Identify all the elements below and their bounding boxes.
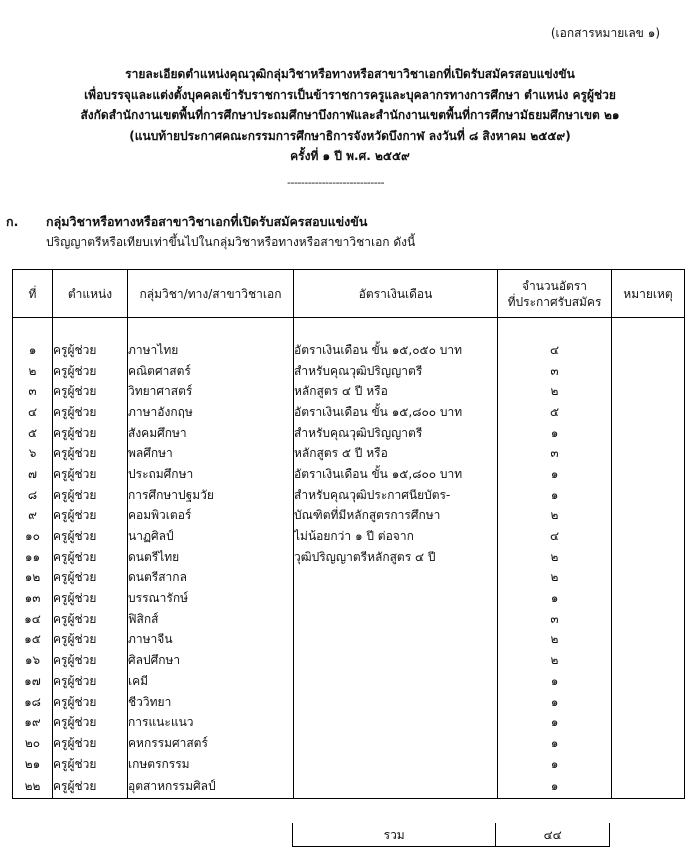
row-salary	[294, 754, 498, 775]
row-subject: ภาษาไทย	[128, 340, 294, 361]
row-subject: คหกรรมศาสตร์	[128, 733, 294, 754]
row-position: ครูผู้ช่วย	[53, 547, 128, 568]
row-subject: พลศึกษา	[128, 443, 294, 464]
table-row	[13, 526, 685, 547]
table-row	[13, 423, 685, 444]
table-row	[13, 712, 685, 733]
row-salary: อัตราเงินเดือน ขั้น ๑๕,๘๐๐ บาท	[294, 402, 498, 423]
row-number: ๘	[13, 485, 53, 506]
row-remark	[612, 443, 685, 464]
row-number: ๒๑	[13, 754, 53, 775]
row-subject: สังคมศึกษา	[128, 423, 294, 444]
row-salary: หลักสูตร ๕ ปี หรือ	[294, 443, 498, 464]
table-row	[13, 340, 685, 361]
table-row	[13, 464, 685, 485]
row-remark	[612, 485, 685, 506]
row-salary	[294, 588, 498, 609]
section-title: กลุ่มวิชาหรือทางหรือสาขาวิชาเอกที่เปิดรับสมัครสอบแข่งขัน	[46, 214, 368, 229]
row-position: ครูผู้ช่วย	[53, 423, 128, 444]
row-remark	[612, 630, 685, 651]
row-salary	[294, 774, 498, 799]
row-count: ๑	[498, 774, 612, 799]
row-position: ครูผู้ช่วย	[53, 733, 128, 754]
row-salary	[294, 650, 498, 671]
row-count: ๒	[498, 506, 612, 527]
row-position: ครูผู้ช่วย	[53, 443, 128, 464]
row-subject: เคมี	[128, 671, 294, 692]
row-count: ๑	[498, 712, 612, 733]
row-salary: สำหรับคุณวุฒิประกาศนียบัตร-	[294, 485, 498, 506]
header-salary: อัตราเงินเดือน	[294, 270, 498, 318]
table-header	[13, 270, 685, 318]
row-position: ครูผู้ช่วย	[53, 402, 128, 423]
row-remark	[612, 464, 685, 485]
row-count: ๔	[498, 340, 612, 361]
row-subject: ดนตรีสากล	[128, 568, 294, 589]
heading-line-1: รายละเอียดตำแหน่งคุณวุฒิกลุ่มวิชาหรือทางหรือสาขาวิชาเอกที่เปิดรับสมัครสอบแข่งขัน	[125, 67, 575, 81]
document-reference: (เอกสารหมายเลข ๑)	[550, 26, 660, 40]
row-subject: ศิลปศึกษา	[128, 650, 294, 671]
table-row	[13, 609, 685, 630]
row-salary: หลักสูตร ๔ ปี หรือ	[294, 381, 498, 402]
row-count: ๑	[498, 733, 612, 754]
row-position: ครูผู้ช่วย	[53, 609, 128, 630]
row-count: ๑	[498, 423, 612, 444]
row-number: ๔	[13, 402, 53, 423]
row-salary: วุฒิปริญญาตรีหลักสูตร ๔ ปี	[294, 547, 498, 568]
table-row	[13, 774, 685, 799]
row-number: ๒	[13, 361, 53, 382]
row-remark	[612, 754, 685, 775]
header-count-line-1: จำนวนอัตรา	[521, 278, 588, 293]
row-subject: คณิตศาสตร์	[128, 361, 294, 382]
row-count: ๓	[498, 609, 612, 630]
spacer-row	[13, 318, 685, 341]
row-number: ๓	[13, 381, 53, 402]
row-salary: บัณฑิตที่มีหลักสูตรการศึกษา	[294, 506, 498, 527]
row-number: ๖	[13, 443, 53, 464]
row-number: ๑๒	[13, 568, 53, 589]
row-position: ครูผู้ช่วย	[53, 630, 128, 651]
row-subject: บรรณารักษ์	[128, 588, 294, 609]
row-number: ๑๐	[13, 526, 53, 547]
row-count: ๒	[498, 650, 612, 671]
row-number: ๑๘	[13, 692, 53, 713]
row-salary	[294, 733, 498, 754]
row-number: ๕	[13, 423, 53, 444]
row-remark	[612, 692, 685, 713]
heading-divider: ----------------------------	[287, 176, 385, 189]
row-salary: สำหรับคุณวุฒิปริญญาตรี	[294, 361, 498, 382]
row-position: ครูผู้ช่วย	[53, 361, 128, 382]
row-position: ครูผู้ช่วย	[53, 568, 128, 589]
row-position: ครูผู้ช่วย	[53, 506, 128, 527]
row-count: ๕	[498, 402, 612, 423]
table-row	[13, 650, 685, 671]
row-position: ครูผู้ช่วย	[53, 774, 128, 799]
row-position: ครูผู้ช่วย	[53, 588, 128, 609]
row-salary	[294, 692, 498, 713]
row-number: ๗	[13, 464, 53, 485]
row-remark	[612, 361, 685, 382]
row-number: ๑๔	[13, 609, 53, 630]
header-remark: หมายเหตุ	[612, 270, 685, 318]
table-row	[13, 754, 685, 775]
header-count-line-2: ที่ประกาศรับสมัคร	[507, 294, 602, 309]
table-row	[13, 443, 685, 464]
row-number: ๑๖	[13, 650, 53, 671]
row-remark	[612, 381, 685, 402]
row-count: ๑	[498, 464, 612, 485]
row-remark	[612, 526, 685, 547]
row-remark	[612, 609, 685, 630]
total-row	[292, 823, 610, 847]
table-row	[13, 506, 685, 527]
row-count: ๑	[498, 754, 612, 775]
row-salary: อัตราเงินเดือน ขั้น ๑๕,๘๐๐ บาท	[294, 464, 498, 485]
row-number: ๑๕	[13, 630, 53, 651]
row-remark	[612, 774, 685, 799]
table-row	[13, 547, 685, 568]
row-position: ครูผู้ช่วย	[53, 340, 128, 361]
row-count: ๔	[498, 526, 612, 547]
row-salary	[294, 671, 498, 692]
row-remark	[612, 568, 685, 589]
header-count	[498, 270, 612, 318]
table-row	[13, 630, 685, 651]
row-position: ครูผู้ช่วย	[53, 381, 128, 402]
row-number: ๑๑	[13, 547, 53, 568]
row-remark	[612, 423, 685, 444]
row-salary	[294, 630, 498, 651]
row-number: ๒๒	[13, 774, 53, 799]
row-remark	[612, 402, 685, 423]
section-description: ปริญญาตรีหรือเทียบเท่าขึ้นไปในกลุ่มวิชาหรือทางหรือสาขาวิชาเอก ดังนี้	[46, 235, 416, 249]
header-position: ตำแหน่ง	[53, 270, 128, 318]
positions-table	[12, 269, 685, 799]
document-heading	[30, 64, 670, 167]
row-salary	[294, 568, 498, 589]
row-salary	[294, 609, 498, 630]
row-remark	[612, 650, 685, 671]
row-remark	[612, 547, 685, 568]
total-label: รวม	[292, 823, 495, 847]
table-body	[13, 318, 685, 799]
row-count: ๒	[498, 547, 612, 568]
row-position: ครูผู้ช่วย	[53, 650, 128, 671]
heading-line-2: เพื่อบรรจุและแต่งตั้งบุคคลเข้ารับราชการเป็นข้าราชการครูและบุคลากรทางการศึกษา ตำแหน่ง ครูผู้ช่วย	[84, 87, 616, 102]
row-remark	[612, 506, 685, 527]
row-count: ๓	[498, 443, 612, 464]
row-subject: ภาษาจีน	[128, 630, 294, 651]
heading-line-4: (แนบท้ายประกาศคณะกรรมการศึกษาธิการจังหวัดบึงกาฬ ลงวันที่ ๘ สิงหาคม ๒๕๕๙)	[129, 128, 571, 143]
row-subject: ดนตรีไทย	[128, 547, 294, 568]
row-count: ๑	[498, 485, 612, 506]
row-salary: อัตราเงินเดือน ขั้น ๑๕,๐๕๐ บาท	[294, 340, 498, 361]
row-subject: เกษตรกรรม	[128, 754, 294, 775]
row-number: ๙	[13, 506, 53, 527]
table-row	[13, 485, 685, 506]
row-subject: ฟิสิกส์	[128, 609, 294, 630]
row-number: ๑๗	[13, 671, 53, 692]
row-subject: ชีววิทยา	[128, 692, 294, 713]
total-value: ๔๔	[495, 823, 610, 847]
heading-line-3: สังกัดสำนักงานเขตพื้นที่การศึกษาประถมศึกษาบึงกาฬและสำนักงานเขตพื้นที่การศึกษามัธยมศึกษาเขต ๒๑	[80, 108, 620, 122]
row-position: ครูผู้ช่วย	[53, 464, 128, 485]
row-count: ๑	[498, 692, 612, 713]
row-count: ๓	[498, 361, 612, 382]
section-marker: ก.	[6, 214, 19, 229]
row-remark	[612, 671, 685, 692]
row-count: ๒	[498, 381, 612, 402]
table-row	[13, 588, 685, 609]
row-remark	[612, 340, 685, 361]
row-count: ๒	[498, 630, 612, 651]
row-number: ๒๐	[13, 733, 53, 754]
table-row	[13, 568, 685, 589]
header-no: ที่	[13, 270, 53, 318]
table-row	[13, 402, 685, 423]
row-remark	[612, 588, 685, 609]
row-position: ครูผู้ช่วย	[53, 485, 128, 506]
table-row	[13, 692, 685, 713]
row-subject: ประถมศึกษา	[128, 464, 294, 485]
row-subject: อุตสาหกรรมศิลป์	[128, 774, 294, 799]
heading-line-5: ครั้งที่ ๑ ปี พ.ศ. ๒๕๕๙	[290, 149, 410, 163]
table-row	[13, 381, 685, 402]
row-subject: วิทยาศาสตร์	[128, 381, 294, 402]
header-subject: กลุ่มวิชา/ทาง/สาขาวิชาเอก	[128, 270, 294, 318]
row-remark	[612, 712, 685, 733]
row-salary: ไม่น้อยกว่า ๑ ปี ต่อจาก	[294, 526, 498, 547]
row-count: ๒	[498, 568, 612, 589]
row-count: ๑	[498, 671, 612, 692]
row-position: ครูผู้ช่วย	[53, 692, 128, 713]
row-salary: สำหรับคุณวุฒิปริญญาตรี	[294, 423, 498, 444]
row-subject: การแนะแนว	[128, 712, 294, 733]
row-position: ครูผู้ช่วย	[53, 712, 128, 733]
row-remark	[612, 733, 685, 754]
row-position: ครูผู้ช่วย	[53, 671, 128, 692]
row-number: ๑๓	[13, 588, 53, 609]
row-count: ๑	[498, 588, 612, 609]
row-subject: ภาษาอังกฤษ	[128, 402, 294, 423]
row-number: ๑๙	[13, 712, 53, 733]
row-salary	[294, 712, 498, 733]
row-position: ครูผู้ช่วย	[53, 526, 128, 547]
row-position: ครูผู้ช่วย	[53, 754, 128, 775]
table-row	[13, 671, 685, 692]
table-row	[13, 361, 685, 382]
table-row	[13, 733, 685, 754]
row-subject: การศึกษาปฐมวัย	[128, 485, 294, 506]
row-subject: นาฏศิลป์	[128, 526, 294, 547]
row-number: ๑	[13, 340, 53, 361]
row-subject: คอมพิวเตอร์	[128, 506, 294, 527]
